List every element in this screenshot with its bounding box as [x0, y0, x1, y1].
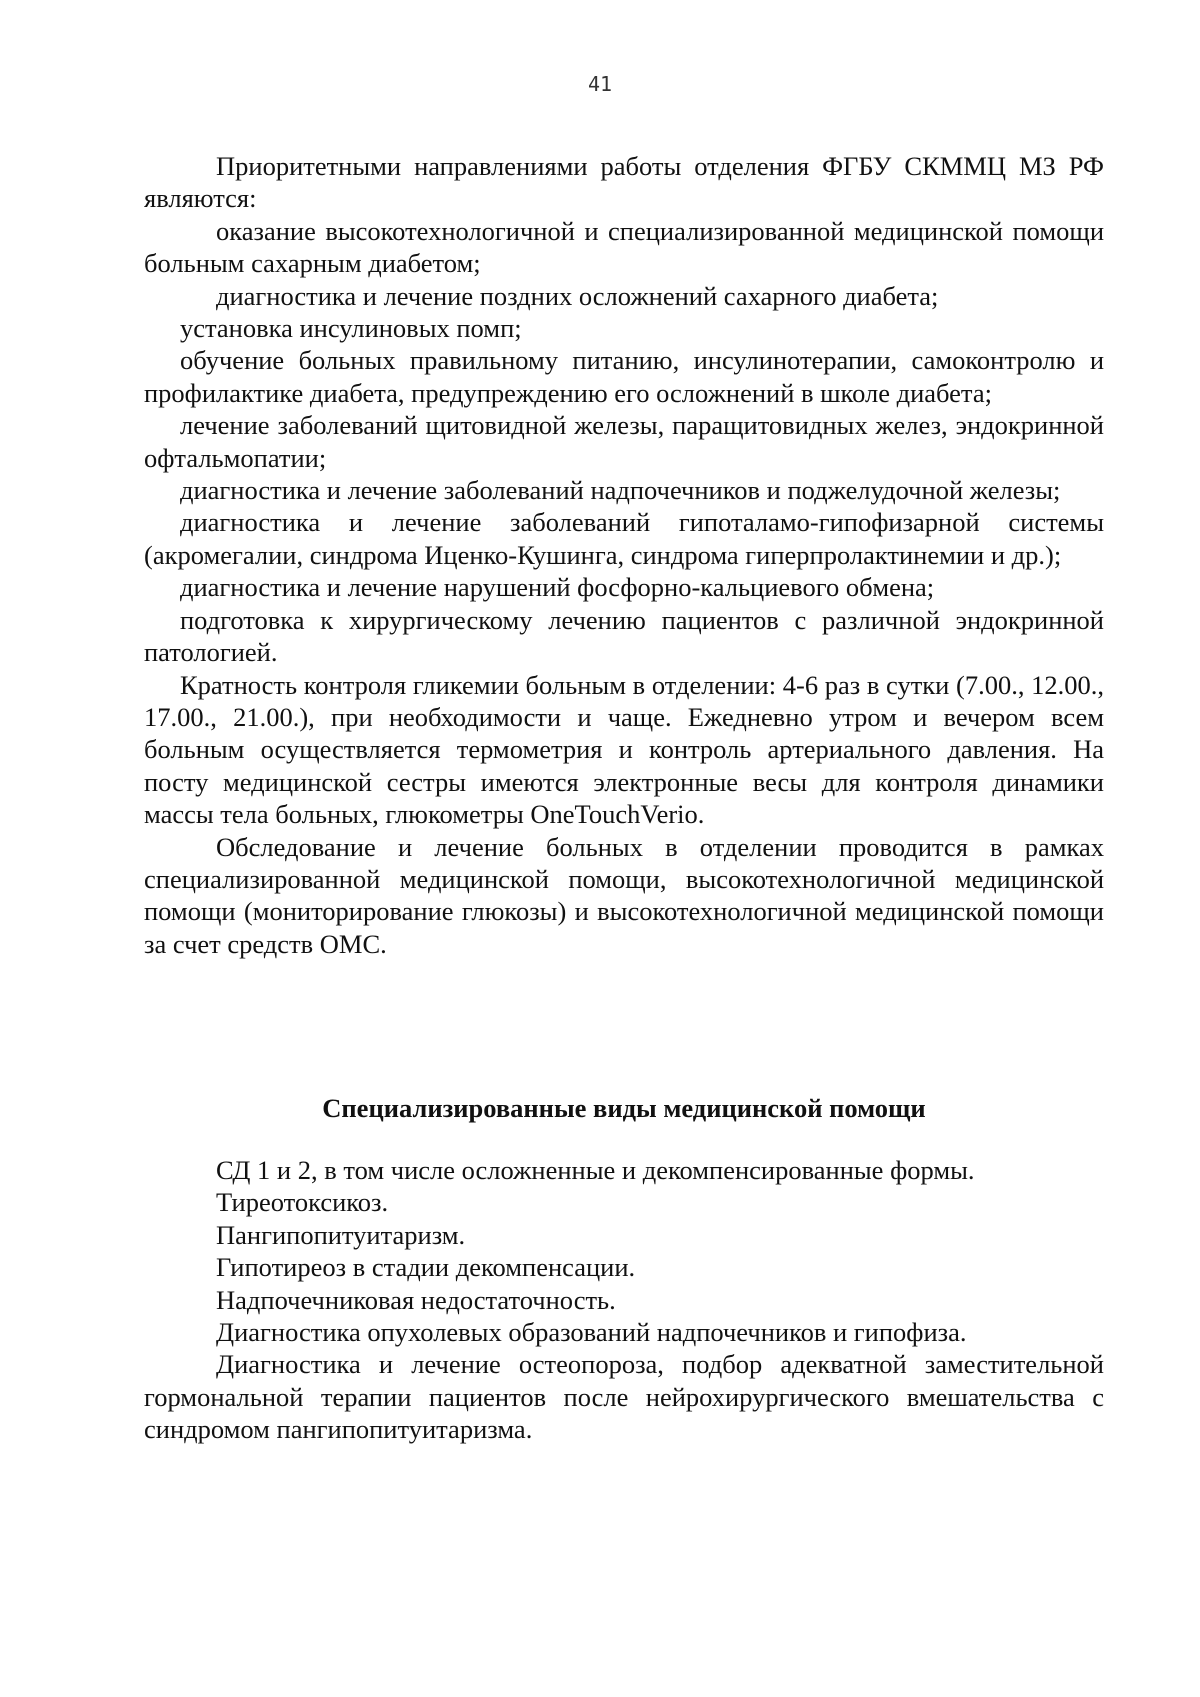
- list-item: диагностика и лечение нарушений фосфорно-кальциевого обмена;: [180, 572, 935, 603]
- list-item: Пангипопитуитаризм.: [216, 1219, 466, 1250]
- list-item: Тиреотоксикоз.: [216, 1187, 389, 1218]
- list-item: СД 1 и 2, в том числе осложненные и декомпенсированные формы.: [216, 1155, 975, 1185]
- list-item: диагностика и лечение заболеваний надпочечников и поджелудочной железы;: [180, 475, 1061, 506]
- list-item: диагностика и лечение поздних осложнений сахарного диабета;: [216, 280, 939, 311]
- specialized-care-list: [144, 1154, 1104, 1446]
- monitoring-paragraph: Кратность контроля гликемии больным в отделении: 4-6 раз в сутки (7.00., 12.00., 17.00., 21.00.), при необходимости и чаще. Ежедневно утром и вечером всем больным осуществляется термометрия и контроль артериального давления. На посту медицинской сестры имеются электронные весы для контроля динамики массы тела больных, глюкометры OneTouchVerio.: [144, 669, 1104, 830]
- list-item: Диагностика опухолевых образований надпочечников и гипофиза.: [216, 1317, 967, 1348]
- main-text-block: [144, 150, 1104, 960]
- list-item: подготовка к хирургическому лечению пациентов с различной эндокринной патологией.: [144, 604, 1104, 668]
- list-item: обучение больных правильному питанию, инсулинотерапии, самоконтролю и профилактике диабета, предупреждению его осложнений в школе диабета;: [144, 345, 1104, 408]
- treatment-paragraph: Обследование и лечение больных в отделении проводится в рамках специализированной медицинской помощи, высокотехнологичной медицинской помощи (мониторирование глюкозы) и высокотехнологичной медицинской помощи за счет средств ОМС.: [144, 831, 1104, 959]
- intro-lead: Приоритетными направлениями работы отделения ФГБУ СКММЦ МЗ РФ являются:: [144, 151, 1104, 214]
- page-number: 41: [587, 72, 613, 96]
- list-item: Надпочечниковая недостаточность.: [216, 1284, 616, 1315]
- list-item: диагностика и лечение заболеваний гипоталамо-гипофизарной системы (акромегалии, синдрома Иценко-Кушинга, синдрома гиперпролактинемии и др.);: [144, 507, 1104, 570]
- list-item: оказание высокотехнологичной и специализированной медицинской помощи больным сахарным диабетом;: [144, 215, 1104, 279]
- list-item: Диагностика и лечение остеопороза, подбор адекватной заместительной гормональной терапии пациентов после нейрохирургического вмешательства с синдромом пангипопитуитаризма.: [144, 1349, 1104, 1445]
- list-item: лечение заболеваний щитовидной железы, паращитовидных желез, эндокринной офтальмопатии;: [144, 410, 1104, 473]
- list-item: установка инсулиновых помп;: [180, 313, 522, 344]
- list-item: Гипотиреоз в стадии декомпенсации.: [216, 1252, 636, 1283]
- section-heading: Специализированные виды медицинской помощи: [322, 1093, 926, 1123]
